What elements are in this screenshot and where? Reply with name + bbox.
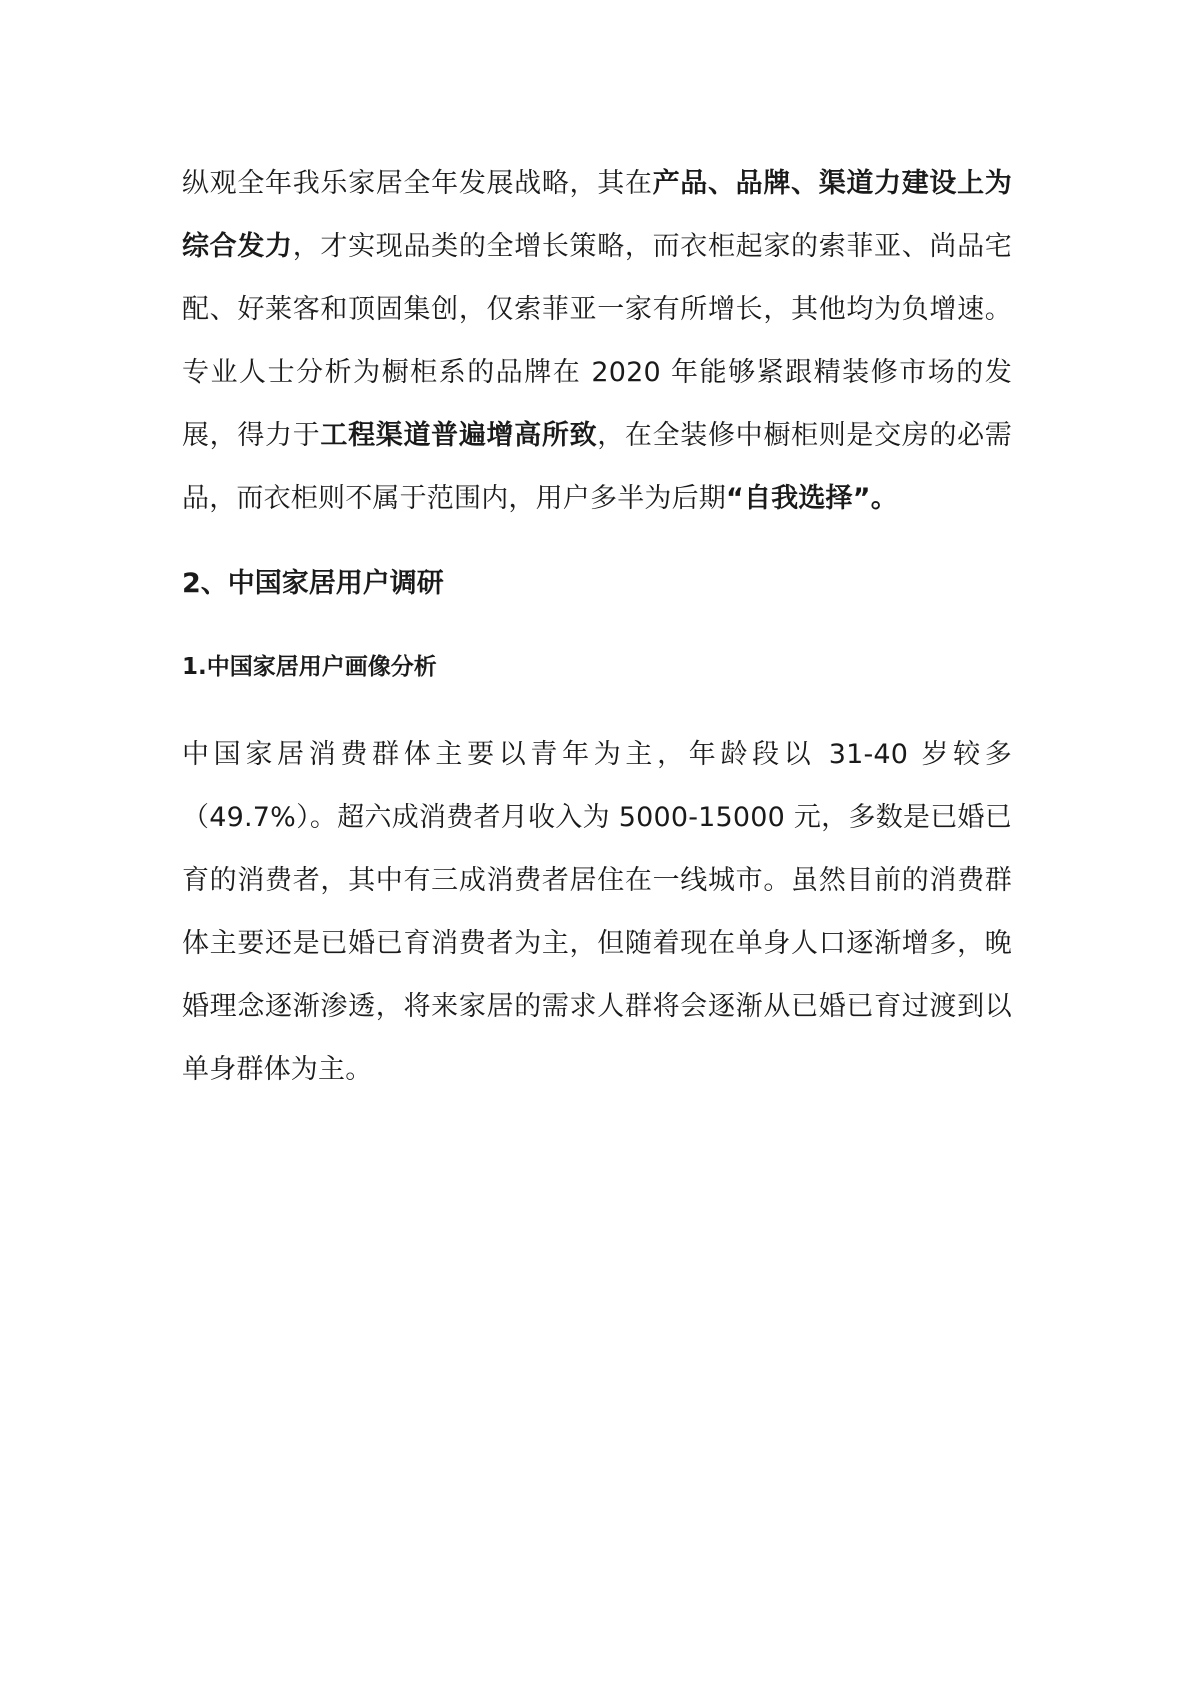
text-run: ，在全装修中橱柜则是交房的必需品，而衣柜则不属于范围内，用户多半为后期 — [182, 420, 1013, 514]
text-run: 纵观全年我乐家居全年发展战略，其在 — [182, 168, 653, 199]
subsection-heading: 1.中国家居用户画像分析 — [182, 654, 437, 680]
text-run: ，才实现品类的全增长策略，而衣柜起家的索菲亚、尚品宅配、好莱客和顶固集创，仅索菲亚一家有所增长，其他均为负增速。专业人士分析为橱柜系的品牌在 2020 年能够紧跟精装修市场的发展，得力于 — [182, 231, 1012, 451]
section-heading: 2、中国家居用户调研 — [182, 568, 444, 599]
bold-run: “自我选择”。 — [726, 483, 898, 514]
paragraph-strategy-analysis — [182, 152, 1012, 530]
bold-run: 产品、品牌、渠道力建设上为综合发力 — [182, 168, 1012, 262]
paragraph-user-profile: 中国家居消费群体主要以青年为主，年龄段以 31-40 岁较多（49.7%）。超六成消费者月收入为 5000-15000 元，多数是已婚已育的消费者，其中有三成消费者居住在一线城市。虽然目前的消费群体主要还是已婚已育消费者为主，但随着现在单身人口逐渐增多，晚婚理念逐渐渗透，将来家居的需求人群将会逐渐从已婚已育过渡到以单身群体为主。 — [182, 739, 1012, 1085]
bold-run: 工程渠道普遍增高所致 — [320, 420, 598, 451]
document-body — [182, 152, 1012, 1101]
